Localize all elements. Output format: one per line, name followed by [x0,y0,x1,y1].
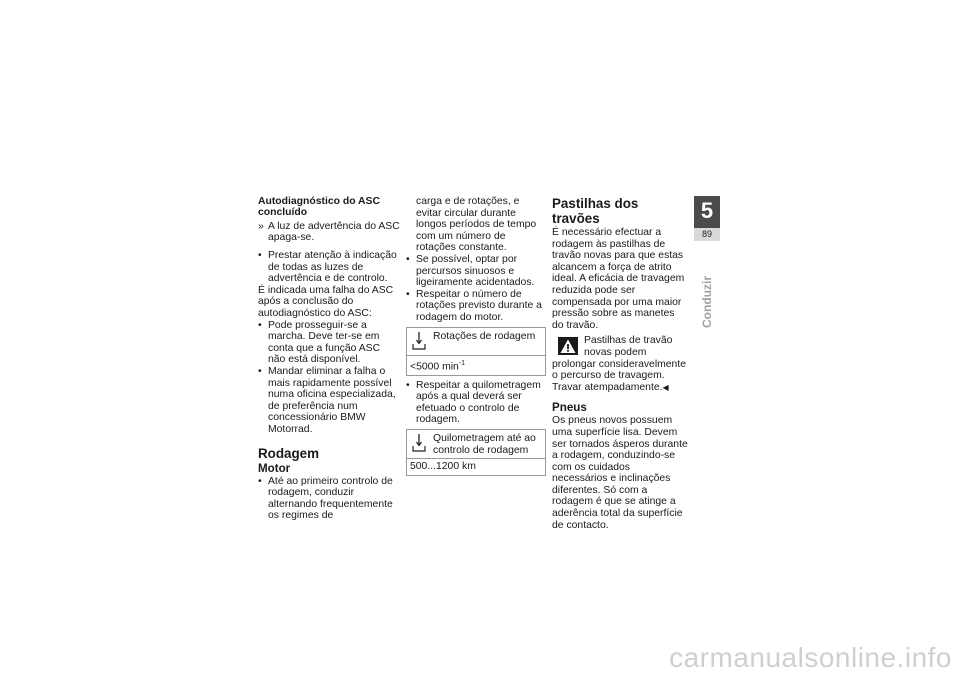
result-marker: » [258,220,264,232]
paragraph-pneus: Os pneus novos possuem uma superfície lisa. Devem ser tornados ásperos durante a rodagem, conduzindo-se com os cuidados necessários e inclinações diferentes. Só com a rodagem é que se atinge a aderência total da superfície de contacto. [552,415,688,531]
bullet-item [406,380,546,426]
heading-motor: Motor [258,461,291,475]
bullet-text: Mandar eliminar a falha o mais rapidamente possível numa oficina especializada, de preferência num concessionário BMW Motorrad. [268,365,396,435]
bullet-marker: • [406,288,410,300]
column-2 [406,196,546,480]
bullet-text: Se possível, optar por percursos sinuosos e ligeiramente acidentados. [416,253,535,289]
warning-action: Travar atempadamente.◀ [552,381,669,393]
bullet-item [258,320,400,366]
spec-label: Quilometragem até ao controlo de rodagem [433,432,536,456]
bullet-marker: • [406,379,410,391]
bullet-item [406,289,546,324]
bullet-text: Respeitar a quilometragem após a qual deverá ser efetuado o controlo de rodagem. [416,379,541,426]
chapter-number: 5 [694,196,720,232]
column-3 [552,196,688,531]
heading-pastilhas: Pastilhas dos travões [552,196,639,226]
continued-text: carga e de rotações, e evitar circular durante longos períodos de tempo com um número de rotações constante. [416,196,537,254]
bullet-marker: • [258,250,262,261]
watermark: carmanualsonline.info [669,642,952,673]
result-text: A luz de advertência do ASC apaga-se. [268,220,400,244]
bullet-text: Prestar atenção à indicação de todas as luzes de advertência e de controlo. [268,250,397,285]
page-number: 89 [694,228,720,241]
end-marker-icon: ◀ [662,382,669,392]
spec-box-rpm [406,327,546,376]
spec-icon [411,433,427,453]
bullet-text: Respeitar o número de rotações previsto durante a rodagem do motor. [416,288,542,323]
spec-box-km [406,429,546,476]
warning-text: Pastilhas de travão novas podem prolongar consideravelmente o percurso de travagem. [552,335,687,382]
section-label: Conduzir [700,276,715,328]
bullet-marker: • [258,365,262,377]
bullet-marker: • [406,253,410,265]
bullet-marker: • [258,475,262,487]
warning-triangle-icon [558,337,578,355]
spec-value: <5000 $\min^{-1}$ [407,355,545,375]
bullet-item [258,250,400,285]
column-1 [258,196,400,522]
heading-pneus: Pneus [552,401,587,415]
bullet-item [258,476,400,522]
bullet-text: Pode prosseguir-se a marcha. Deve ter-se em conta que a função ASC não está disponível. [268,319,381,366]
spec-value: 500...1200 km [407,458,545,475]
result-item [258,221,400,244]
paragraph-asc-fault: É indicada uma falha do ASC após a conclusão do autodiagnóstico do ASC: [258,284,394,319]
paragraph-pastilhas: É necessário efectuar a rodagem às pastilhas de travão novas para que estas alcancem a força de atrito ideal. A eficácia de travagem reduzida pode ser compensada por uma maior pressão sobre as manetes do travão. [552,227,685,331]
bullet-text: Até ao primeiro controlo de rodagem, conduzir alternando frequentemente os regimes de [268,475,393,522]
warning-note [552,335,688,393]
heading-asc-selftest: Autodiagnóstico do ASC concluído [258,196,380,219]
spec-label: Rotações de rodagem [433,330,536,342]
bullet-marker: • [258,319,262,331]
bullet-item [406,254,546,289]
spec-icon [411,331,427,351]
heading-rodagem: Rodagem [258,445,320,461]
bullet-item [258,366,400,436]
